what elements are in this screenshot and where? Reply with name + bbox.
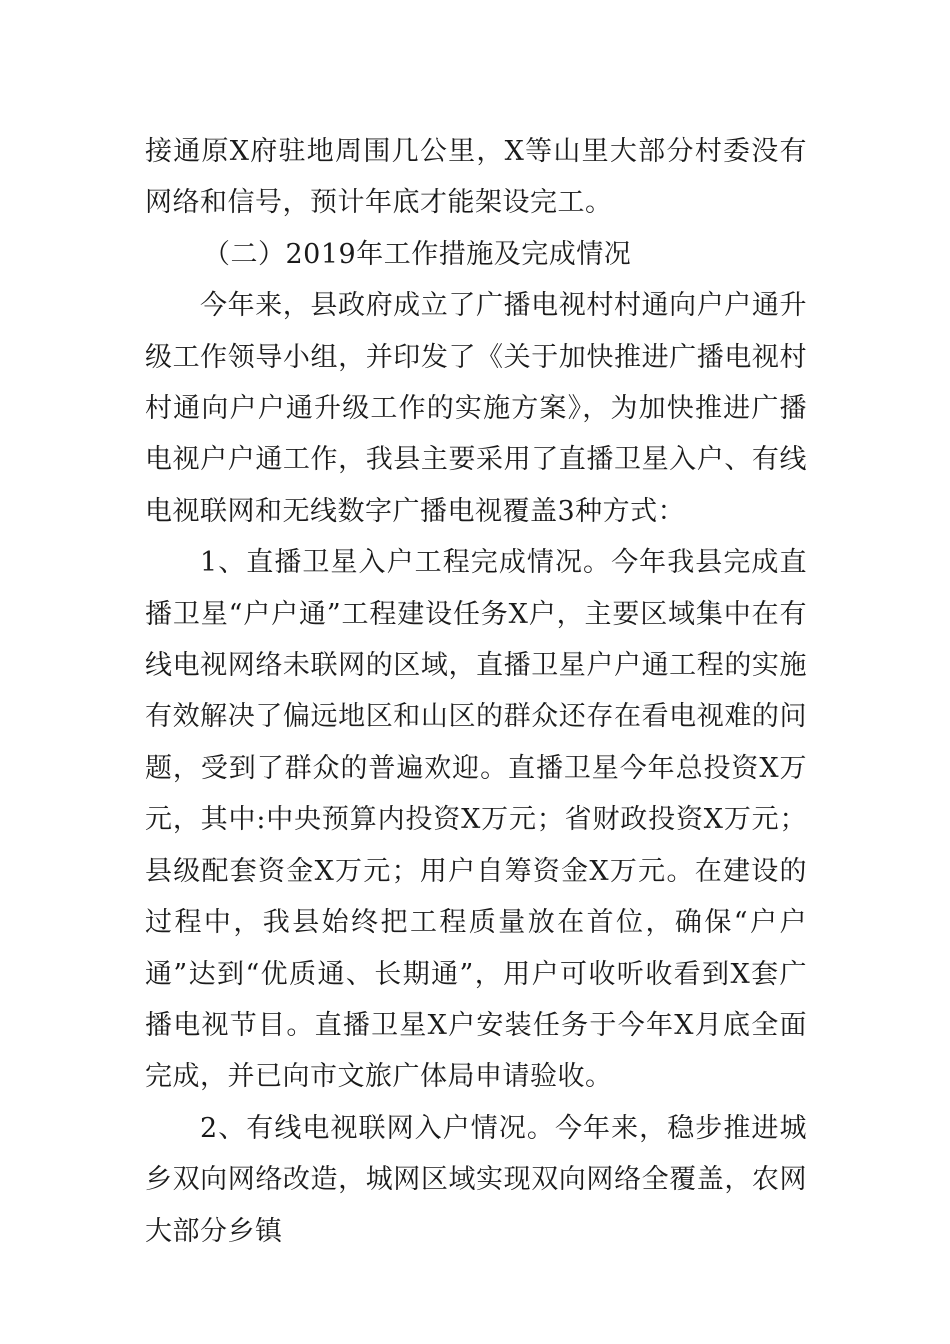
paragraph-continuation: 接通原X府驻地周围几公里，X等山里大部分村委没有网络和信号，预计年底才能架设完工。 <box>145 136 807 219</box>
document-body <box>145 126 807 1257</box>
paragraph-intro: 今年来，县政府成立了广播电视村村通向户户通升级工作领导小组，并印发了《关于加快推进广播电视村村通向户户通升级工作的实施方案》，为加快推进广播电视户户通工作，我县主要采用了直播卫星入户、有线电视联网和无线数字广播电视覆盖3种方式： <box>145 290 807 527</box>
section-heading: （二）2019年工作措施及完成情况 <box>203 238 632 270</box>
paragraph-item-1: 1、直播卫星入户工程完成情况。今年我县完成直播卫星“户户通”工程建设任务X户，主要区域集中在有线电视网络未联网的区域，直播卫星户户通工程的实施有效解决了偏远地区和山区的群众还存在看电视难的问题，受到了群众的普遍欢迎。直播卫星今年总投资X万元，其中:中央预算内投资X万元；省财政投资X万元；县级配套资金X万元；用户自筹资金X万元。在建设的过程中，我县始终把工程质量放在首位，确保“户户通”达到“优质通、长期通”，用户可收听收看到X套广播电视节目。直播卫星X户安装任务于今年X月底全面完成，并已向市文旅广体局申请验收。 <box>145 547 807 1093</box>
paragraph-item-2: 2、有线电视联网入户情况。今年来，稳步推进城乡双向网络改造，城网区域实现双向网络全覆盖，农网大部分乡镇 <box>145 1112 807 1247</box>
